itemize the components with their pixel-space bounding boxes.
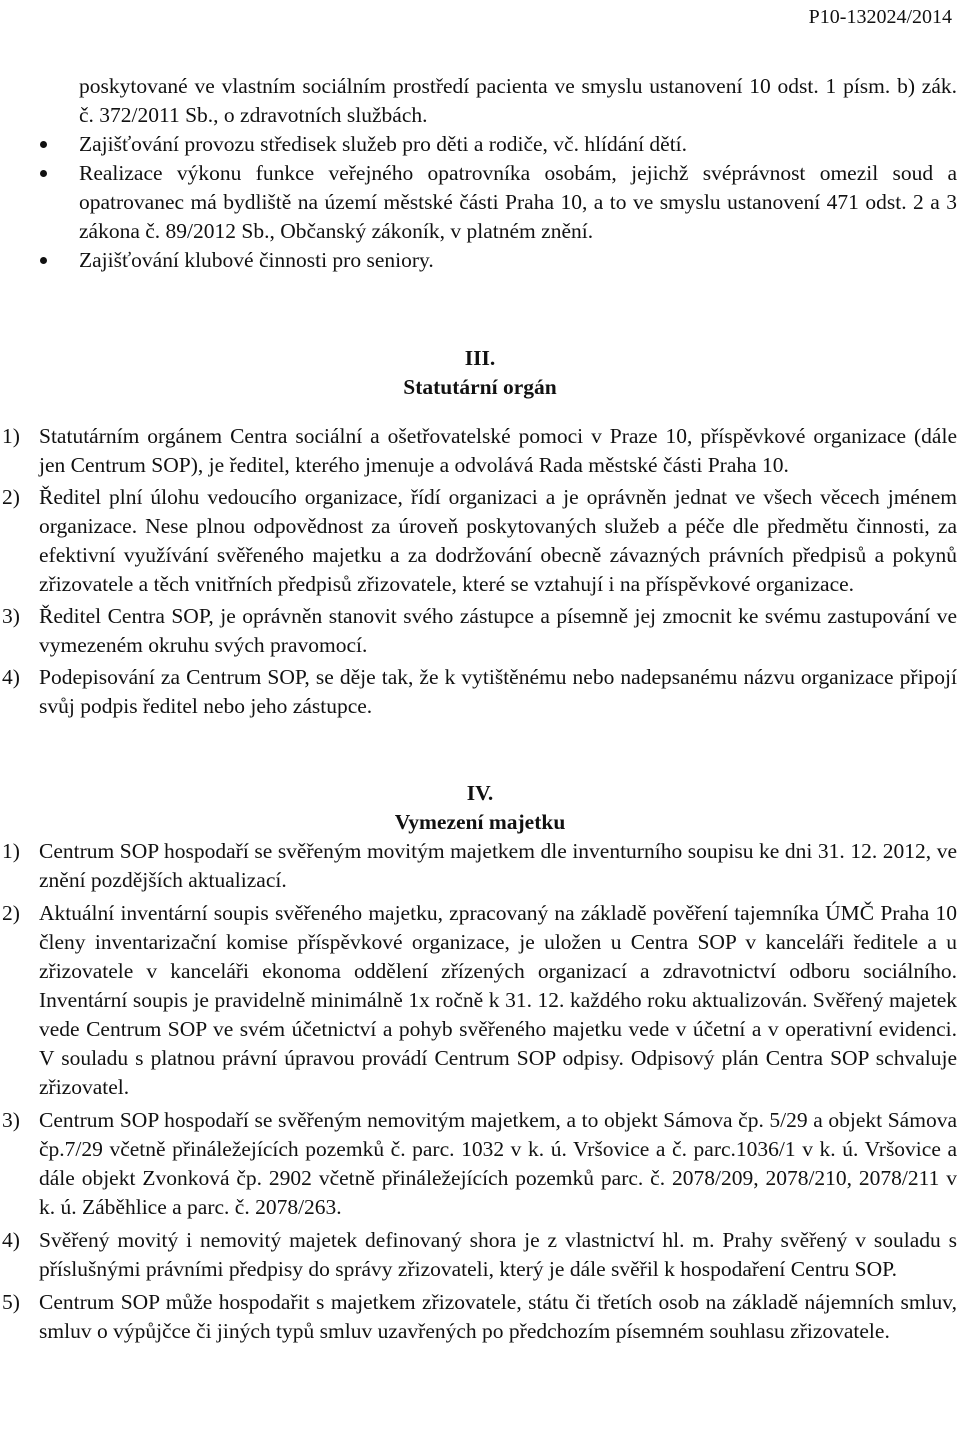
item-number: 4) <box>2 665 20 689</box>
item-text: Ředitel plní úlohu vedoucího organizace, řídí organizaci a je oprávněn jednat ve všech věcech jménem organizace. Nese plnou odpovědnost za úroveň poskytovaných služeb a péče dle předmětu činnosti, za efektivní využívání svěřeného majetku a za dodržování obecně závazných právních předpisů a pokynů zřizovatele a těch vnitřních předpisů zřizovatele, které se vztahují i na příspěvkové organizace. <box>39 485 957 596</box>
item-number: 4) <box>2 1228 20 1252</box>
item-text: Ředitel Centra SOP, je oprávněn stanovit svého zástupce a písemně jej zmocnit ke svému zastupování ve vymezeném okruhu svých pravomocí. <box>39 604 957 657</box>
item-number: 3) <box>2 1108 20 1132</box>
item-number: 2) <box>2 485 20 509</box>
item-text: Svěřený movitý i nemovitý majetek definovaný shora je z vlastnictví hl. m. Prahy svěřený v souladu s příslušnými právními předpisy do správy zřizovateli, který je dále svěřil k hospodaření Centru SOP. <box>39 1228 957 1281</box>
list-item <box>0 837 957 895</box>
item-text: Podepisování za Centrum SOP, se děje tak, že k vytištěnému nebo nadepsanému názvu organizace připojí svůj podpis ředitel nebo jeho zástupce. <box>39 665 957 718</box>
list-item <box>0 602 957 660</box>
intro-bullet-list <box>0 130 960 275</box>
list-item: Zajišťování klubové činnosti pro seniory. <box>0 246 957 275</box>
section-3-title: Statutární orgán <box>403 375 557 399</box>
section-3-number: III. <box>464 346 496 370</box>
document-body <box>0 72 960 1350</box>
section-4-number: IV. <box>466 781 494 805</box>
list-item <box>0 1288 957 1346</box>
document-reference-number: P10-132024/2014 <box>808 6 952 28</box>
list-item <box>0 899 957 1102</box>
section-4-title: Vymezení majetku <box>394 810 566 834</box>
item-text: Centrum SOP hospodaří se svěřeným nemovitým majetkem, a to objekt Sámova čp. 5/29 a objekt Sámova čp.7/29 včetně přináležejících pozemků č. parc. 1032 v k. ú. Vršovice a č. parc.1036/1 v k. ú. Vršovice a dále objekt Zvonková čp. 2902 včetně přináležejících pozemků parc. č. 2078/209, 2078/210, 2078/211 v k. ú. Záběhlice a parc. č. 2078/263. <box>39 1108 957 1219</box>
intro-continuation: poskytované ve vlastním sociálním prostředí pacienta ve smyslu ustanovení 10 odst. 1 písm. b) zák. č. 372/2011 Sb., o zdravotních službách. <box>79 74 957 127</box>
list-item: Zajišťování provozu středisek služeb pro děti a rodiče, vč. hlídání dětí. <box>0 130 957 159</box>
section-4-list <box>0 837 960 1346</box>
item-number: 5) <box>2 1290 20 1314</box>
list-item <box>0 1226 957 1284</box>
item-number: 1) <box>2 839 20 863</box>
list-item <box>0 663 957 721</box>
list-item: Realizace výkonu funkce veřejného opatrovníka osobám, jejichž svéprávnost omezil soud a opatrovanec má bydliště na území městské části Praha 10, a to ve smyslu ustanovení 471 odst. 2 a 3 zákona č. 89/2012 Sb., Občanský zákoník, v platném znění. <box>0 159 957 246</box>
section-3-list <box>0 422 960 721</box>
item-text: Centrum SOP může hospodařit s majetkem zřizovatele, státu či třetích osob na základě nájemních smluv, smluv o výpůjčce či jiných typů smluv uzavřených po předchozím písemném souhlasu zřizovatele. <box>39 1290 957 1343</box>
item-text: Centrum SOP hospodaří se svěřeným movitým majetkem dle inventurního soupisu ke dni 31. 12. 2012, ve znění pozdějších aktualizací. <box>39 839 957 892</box>
item-number: 2) <box>2 901 20 925</box>
list-item <box>0 483 957 599</box>
item-text: Statutárním orgánem Centra sociální a ošetřovatelské pomoci v Praze 10, příspěvkové organizace (dále jen Centrum SOP), je ředitel, kterého jmenuje a odvolává Rada městské části Praha 10. <box>39 424 957 477</box>
list-item <box>0 1106 957 1222</box>
list-item <box>0 422 957 480</box>
item-number: 1) <box>2 424 20 448</box>
item-number: 3) <box>2 604 20 628</box>
item-text: Aktuální inventární soupis svěřeného majetku, zpracovaný na základě pověření tajemníka ÚMČ Praha 10 členy inventarizační komise příspěvkové organizace, je uložen u Centra SOP v kanceláři ředitele a u zřizovatele v kanceláři ekonoma oddělení zřízených organizací a zdravotnictví odboru sociálního. Inventární soupis je pravidelně minimálně 1x ročně k 31. 12. každého roku aktualizován. Svěřený majetek vede Centrum SOP ve svém účetnictví a pohyb svěřeného majetku vede v účetní a v operativní evidenci. V souladu s platnou právní úpravou provádí Centrum SOP odpisy. Odpisový plán Centra SOP schvaluje zřizovatel. <box>39 901 957 1099</box>
